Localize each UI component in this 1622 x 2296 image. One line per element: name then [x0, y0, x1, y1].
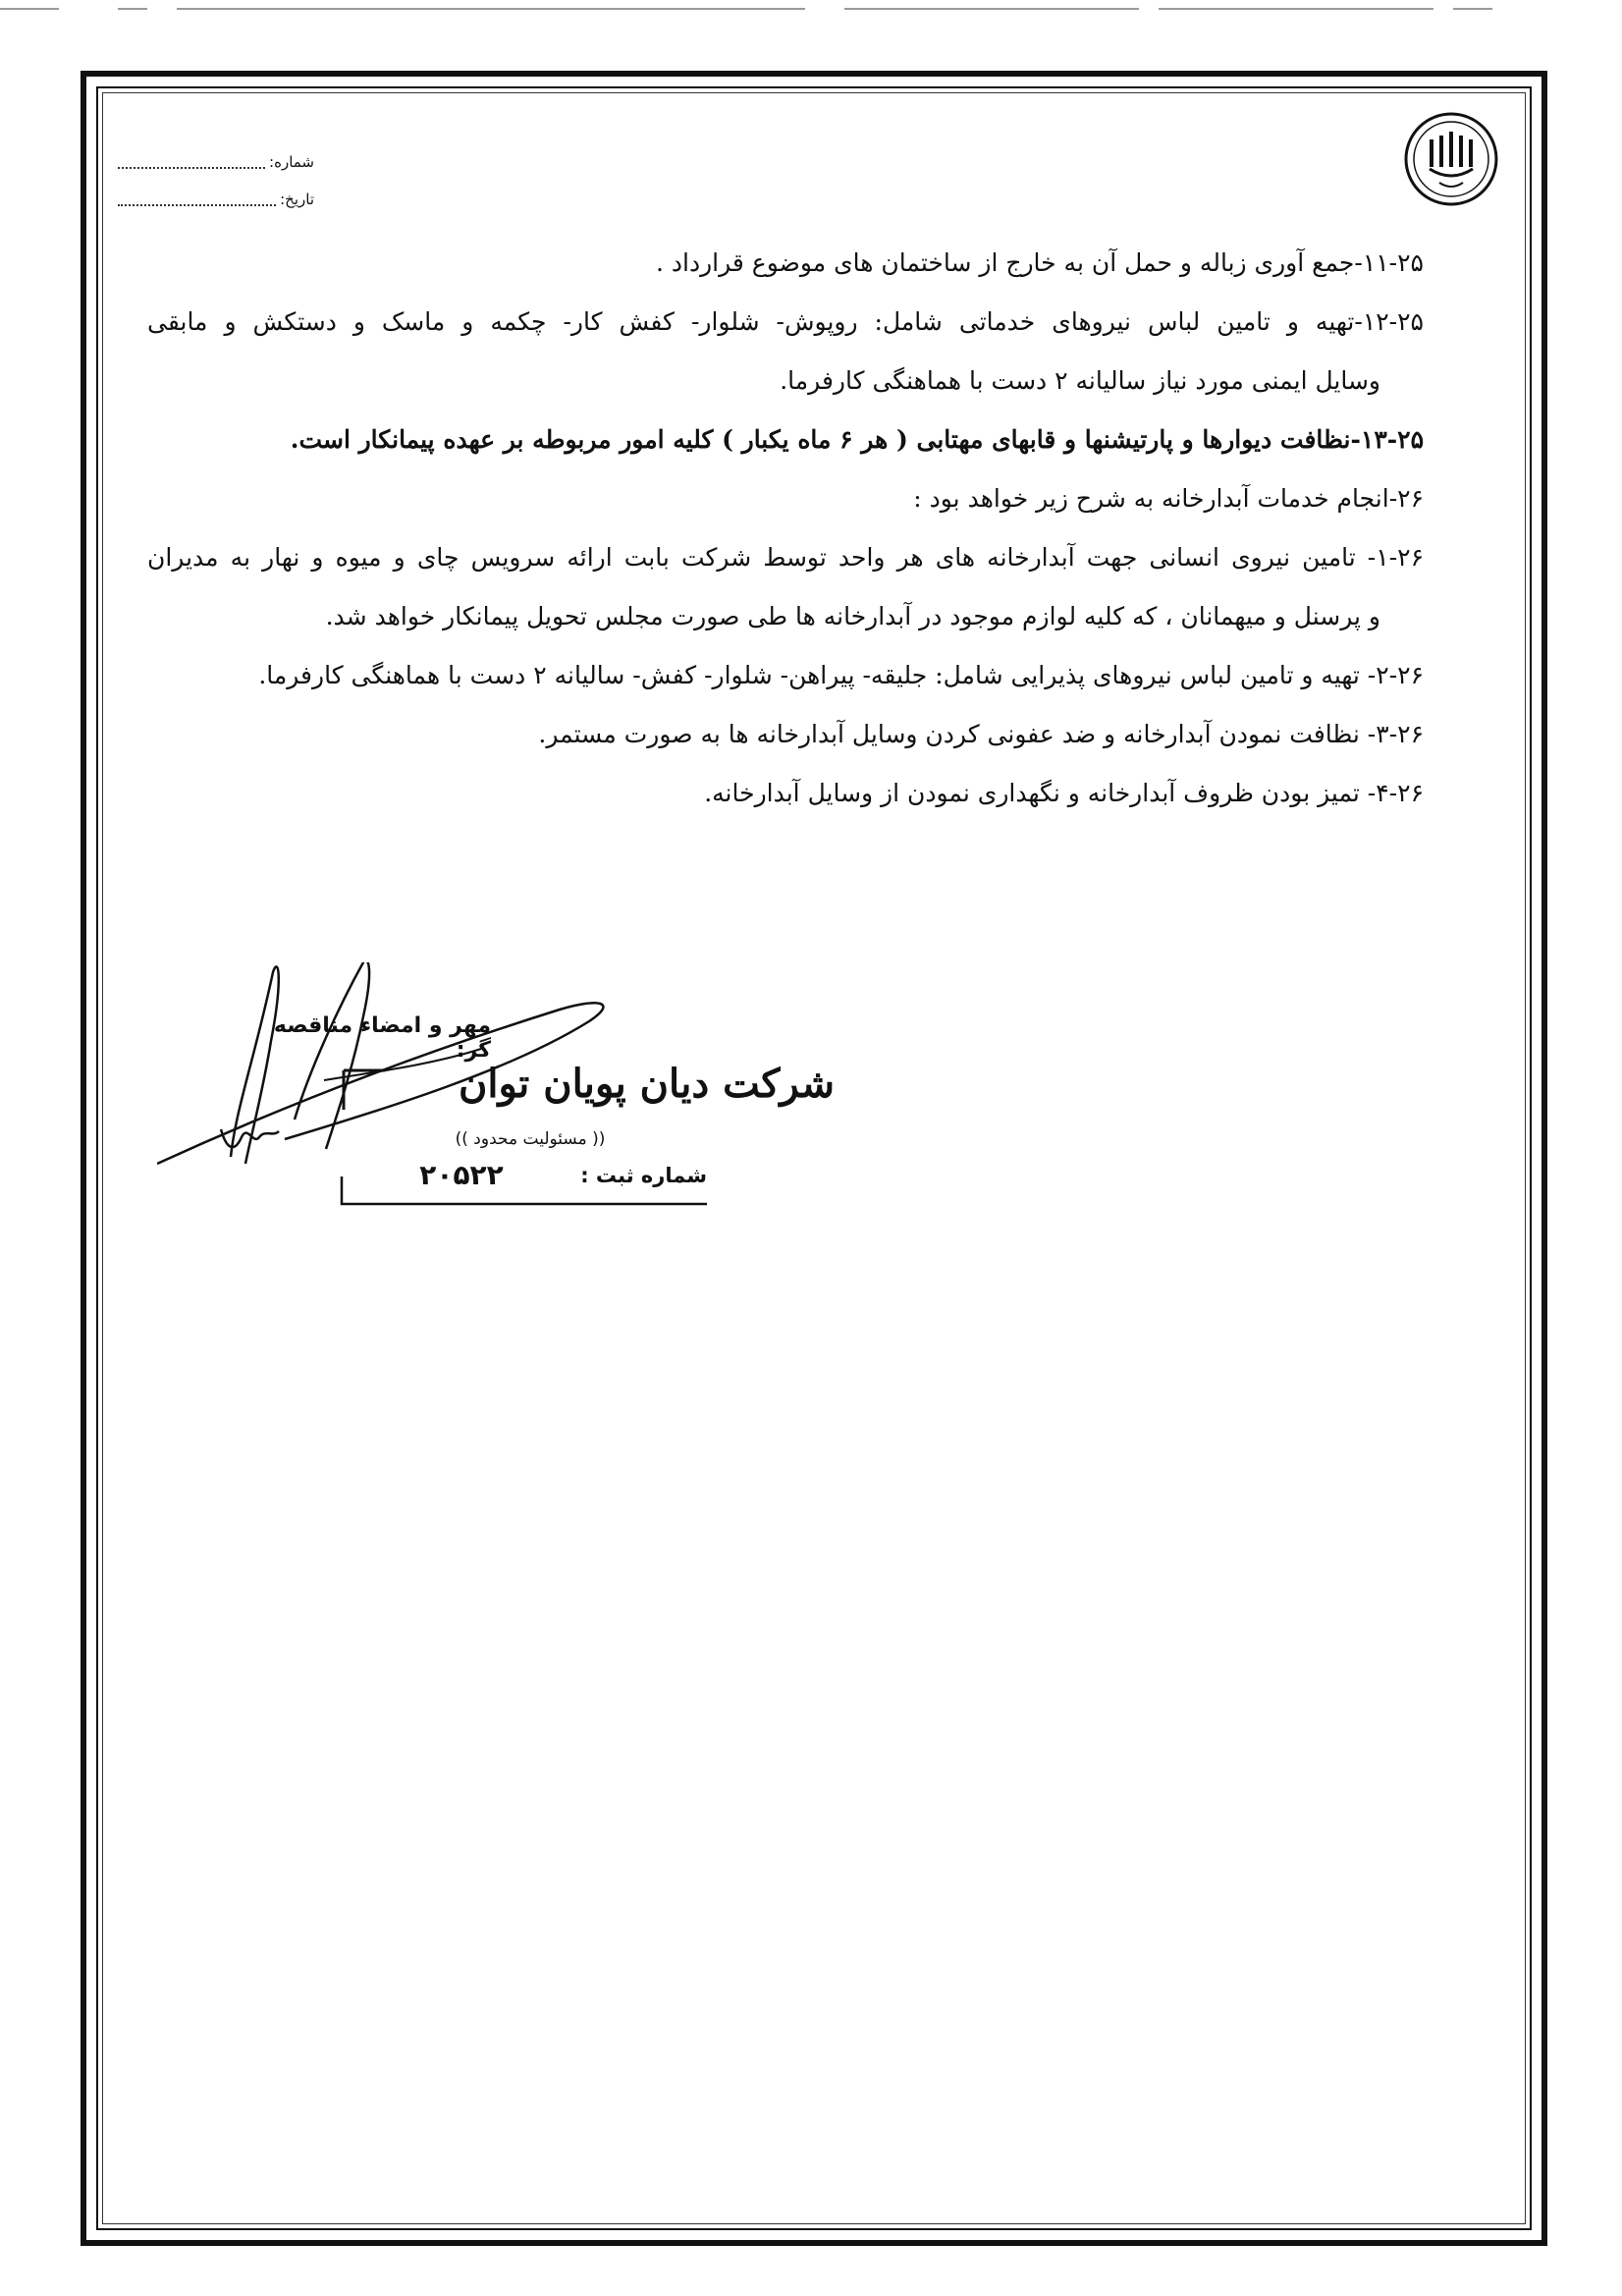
- stamp-limited-liability: (( مسئولیت محدود )): [455, 1129, 606, 1149]
- date-dotted-line: [118, 192, 276, 206]
- clause-25-13: ۱۳-۲۵-نظافت دیوارها و پارتیشنها و قابهای مهتابی ( هر ۶ ماه یکبار ) کلیه امور مربوطه بر عهده پیمانکار است.: [290, 425, 1424, 454]
- clause-26-4: ۴-۲۶- تمیز بودن ظروف آبدارخانه و نگهداری نمودن از وسایل آبدارخانه.: [704, 779, 1424, 807]
- stamp-signature-label: مهر و امضاء مناقصه گر:: [273, 1013, 491, 1063]
- clause-26-2: ۲-۲۶- تهیه و تامین لباس نیروهای پذیرایی شامل: جلیقه- پیراهن- شلوار- کفش- سالیانه ۲ دست با هماهنگی کارفرما.: [258, 661, 1424, 689]
- date-label: تاریخ:: [280, 191, 314, 208]
- number-field: [118, 143, 314, 181]
- contract-clauses: [147, 234, 1424, 823]
- stamp-registration-label: شماره ثبت :: [580, 1164, 707, 1187]
- clause-26: ۲۶-انجام خدمات آبدارخانه به شرح زیر خواهد بود :: [913, 484, 1424, 513]
- clause-25-12: ۱۲-۲۵-تهیه و تامین لباس نیروهای خدماتی شامل: روپوش- شلوار- کفش کار- چکمه و ماسک و دستکش و مابقی: [147, 307, 1424, 336]
- letter-header-fields: [118, 143, 314, 218]
- date-field: [118, 181, 314, 218]
- number-dotted-line: [118, 155, 265, 169]
- stamp-company-name: شرکت دیان پویان توان: [459, 1061, 835, 1107]
- stamp-registration-number: ۲۰۵۲۲: [419, 1159, 504, 1191]
- number-label: شماره:: [269, 153, 314, 171]
- clause-26-1: ۱-۲۶- تامین نیروی انسانی جهت آبدارخانه های هر واحد توسط شرکت بابت ارائه سرویس چای و میوه و نهار به مدیران: [147, 543, 1424, 572]
- clause-26-3: ۳-۲۶- نظافت نمودن آبدارخانه و ضد عفونی کردن وسایل آبدارخانه ها به صورت مستمر.: [538, 720, 1424, 748]
- clause-25-11: ۱۱-۲۵-جمع آوری زباله و حمل آن به خارج از ساختمان های موضوع قرارداد .: [655, 248, 1424, 277]
- scan-edge-artifacts: [0, 0, 1622, 16]
- company-stamp-and-signature: [157, 962, 835, 1218]
- clause-26-1-continued: و پرسنل و میهمانان ، که کلیه لوازم موجود در آبدارخانه ها طی صورت مجلس تحویل پیمانکار خواهد شد.: [325, 602, 1380, 630]
- handwritten-signature: [157, 962, 707, 1218]
- organization-emblem-icon: [1402, 110, 1500, 208]
- clause-25-12-continued: وسایل ایمنی مورد نیاز سالیانه ۲ دست با هماهنگی کارفرما.: [780, 366, 1380, 395]
